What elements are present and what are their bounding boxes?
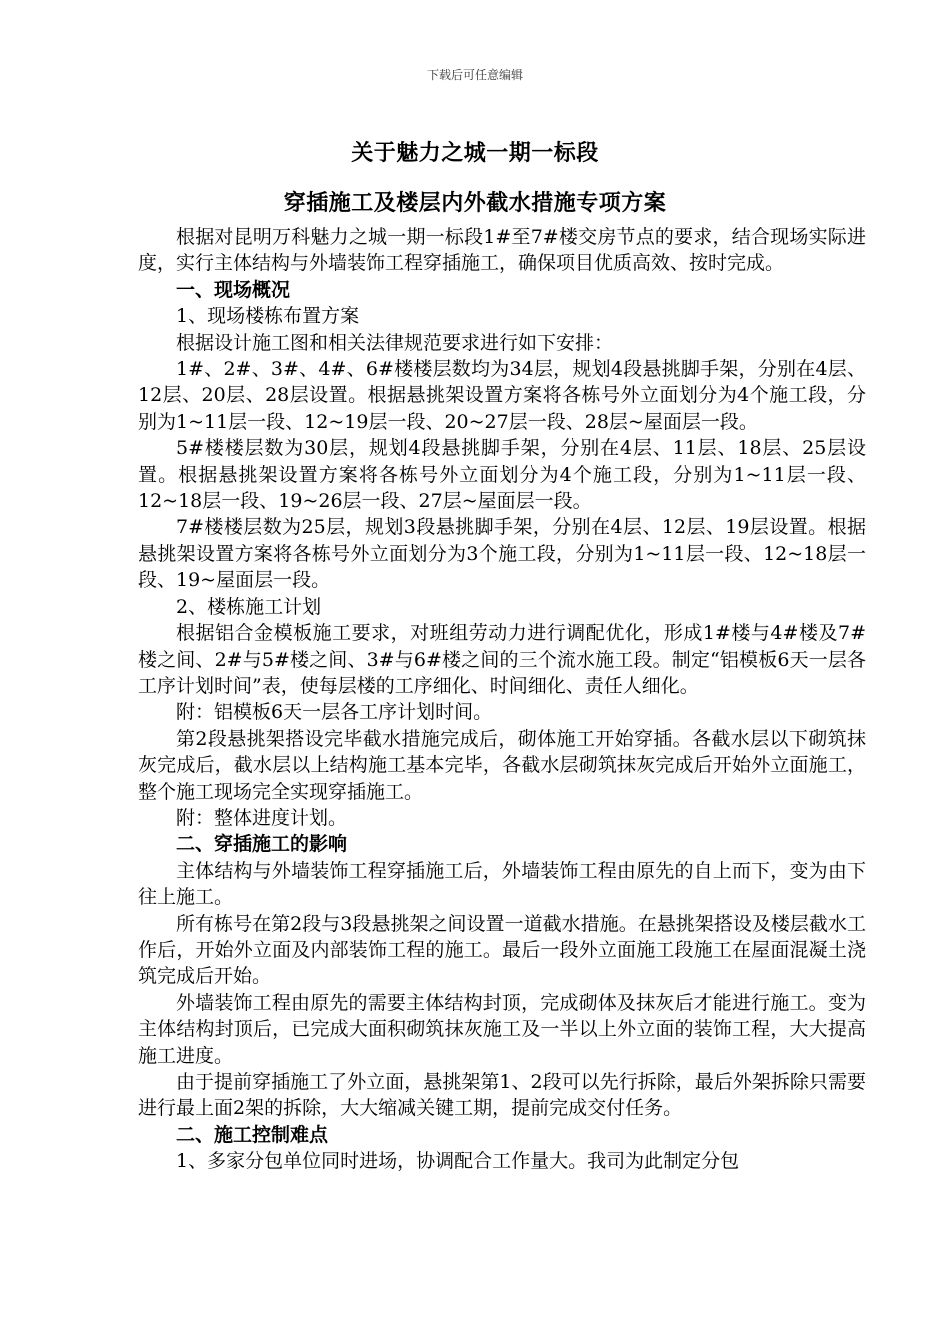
document-title-line2: 穿插施工及楼层内外截水措施专项方案 [283, 190, 667, 216]
paragraph: 由于提前穿插施工了外立面，悬挑架第1、2段可以先行拆除，最后外架拆除只需要进行最上面2架的拆除，大大缩减关键工期，提前完成交付任务。 [138, 1071, 866, 1120]
document-title-line1: 关于魅力之城一期一标段 [351, 140, 599, 166]
section-heading: 二、施工控制难点 [176, 1123, 329, 1146]
section-heading: 一、现场概况 [176, 278, 291, 301]
paragraph: 附：铝模板6天一层各工序计划时间。 [176, 701, 493, 724]
paragraph: 主体结构与外墙装饰工程穿插施工后，外墙装饰工程由原先的自上而下，变为由下往上施工。 [138, 859, 866, 909]
document-body [138, 224, 866, 1175]
subheading: 1、现场楼栋布置方案 [176, 305, 360, 328]
paragraph: 1#、2#、3#、4#、6#楼楼层数均为34层，规划4段悬挑脚手架，分别在4层、12层、20层、28层设置。根据悬挑架设置方案将各栋号外立面划分为4个施工段，分别为1~11层一段、12~19层一段、20~27层一段、28层~屋面层一段。 [138, 358, 866, 433]
paragraph: 7#楼楼层数为25层，规划3段悬挑脚手架，分别在4层、12层、19层设置。根据悬挑架设置方案将各栋号外立面划分为3个施工段，分别为1~11层一段、12~18层一段、19~屋面层一段。 [138, 516, 866, 592]
section-heading: 二、穿插施工的影响 [176, 833, 348, 856]
paragraph: 1、多家分包单位同时进场，协调配合工作量大。我司为此制定分包 [176, 1150, 740, 1173]
paragraph: 外墙装饰工程由原先的需要主体结构封顶，完成砌体及抹灰后才能进行施工。变为主体结构封顶后，已完成大面积砌筑抹灰施工及一半以上外立面的装饰工程，大大提高施工进度。 [138, 991, 866, 1067]
subheading: 2、楼栋施工计划 [176, 595, 322, 618]
paragraph: 第2段悬挑架搭设完毕截水措施完成后，砌体施工开始穿插。各截水层以下砌筑抹灰完成后，截水层以上结构施工基本完毕，各截水层砌筑抹灰完成后开始外立面施工，整个施工现场完全实现穿插施工。 [138, 727, 866, 803]
paragraph: 5#楼楼层数为30层，规划4段悬挑脚手架，分别在4层、11层、18层、25层设置。根据悬挑架设置方案将各栋号外立面划分为4个施工段，分别为1~11层一段、12~18层一段、19~26层一段、27层~屋面层一段。 [138, 437, 866, 513]
paragraph: 所有栋号在第2段与3段悬挑架之间设置一道截水措施。在悬挑架搭设及楼层截水工作后，开始外立面及内部装饰工程的施工。最后一段外立面施工段施工在屋面混凝土浇筑完成后开始。 [138, 912, 866, 988]
paragraph: 根据设计施工图和相关法律规范要求进行如下安排： [176, 331, 614, 354]
paragraph: 根据铝合金模板施工要求，对班组劳动力进行调配优化，形成1#楼与4#楼及7#楼之间、2#与5#楼之间、3#与6#楼之间的三个流水施工段。制定“铝模板6天一层各工序计划时间”表，使每层楼的工序细化、时间细化、责任人细化。 [138, 622, 866, 697]
paragraph: 根据对昆明万科魅力之城一期一标段1#至7#楼交房节点的要求，结合现场实际进度，实行主体结构与外墙装饰工程穿插施工，确保项目优质高效、按时完成。 [138, 226, 866, 275]
paragraph: 附：整体进度计划。 [176, 806, 348, 829]
header-note: 下载后可任意编辑 [426, 68, 523, 82]
